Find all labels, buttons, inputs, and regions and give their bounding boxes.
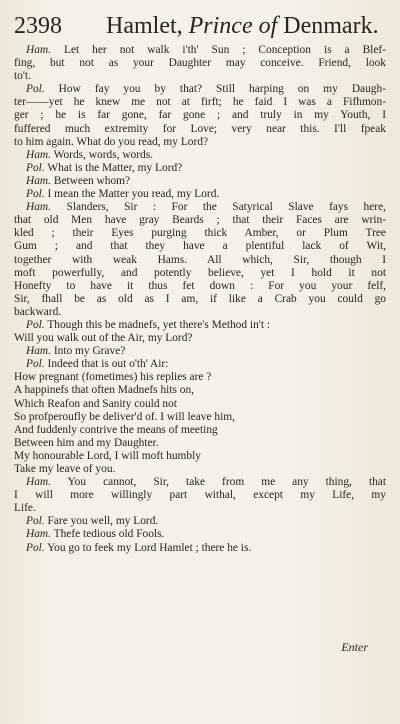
text-line — [14, 358, 386, 371]
line-text: ger ; he is far gone, far gone ; and truly in my Youth, I — [14, 109, 386, 122]
text-line — [14, 280, 386, 293]
text-line — [14, 384, 386, 397]
text-line — [14, 136, 386, 149]
line-text: that old Men have gray Beards ; that their Faces are wrin- — [14, 214, 386, 227]
line-text: to him again. What do you read, my Lord? — [14, 135, 209, 148]
line-text: Will you walk out of the Air, my Lord? — [14, 332, 193, 345]
running-head-prince: Prince of — [188, 13, 278, 39]
speaker-name: Ham. — [26, 148, 51, 161]
text-line — [14, 227, 386, 240]
speaker-name: Pol. — [26, 188, 45, 201]
text-line — [14, 214, 386, 227]
text-line — [14, 83, 386, 96]
text-line — [14, 188, 386, 201]
text-line — [14, 96, 386, 109]
speaker-name: Pol. — [26, 358, 45, 371]
line-text: What is the Matter, my Lord? — [44, 161, 183, 174]
line-text: I will more willingly part withal, except my Life, my — [14, 489, 386, 502]
text-line — [14, 424, 386, 437]
line-text: Take my leave of you. — [14, 463, 116, 475]
text-line — [14, 70, 386, 83]
text-line — [14, 175, 386, 188]
line-text: Between him and my Daughter. — [14, 436, 159, 449]
text-line — [14, 149, 386, 162]
line-text: ter——yet he knew me not at firft; he faid I was a Fifhmon- — [14, 96, 386, 109]
running-head — [106, 8, 379, 44]
line-text: Words, words, words. — [51, 148, 154, 161]
page-body-text — [14, 44, 386, 555]
running-head-title: Hamlet, — [106, 13, 189, 39]
text-line — [14, 201, 386, 214]
text-line — [14, 44, 386, 57]
line-text: backward. — [14, 305, 62, 318]
speaker-name: Ham. — [26, 44, 51, 56]
speaker-name: Pol. — [26, 541, 45, 554]
text-line — [14, 463, 386, 476]
page-number: 2398 — [14, 13, 62, 39]
text-line — [14, 476, 386, 489]
speaker-name: Pol. — [26, 161, 45, 174]
text-line — [14, 542, 386, 555]
text-line — [14, 371, 386, 384]
text-line — [14, 162, 386, 175]
line-text: You cannot, Sir, take from me any thing, that — [51, 476, 386, 489]
line-text: fing, but not as your Daughter may conceive. Friend, look — [14, 57, 386, 70]
speaker-name: Ham. — [26, 476, 51, 489]
line-text: You go to feek my Lord Hamlet ; there he is. — [44, 541, 252, 554]
line-text: How fay you by that? Still harping on my Daugh- — [44, 83, 386, 96]
speaker-name: Ham. — [26, 345, 51, 358]
line-text: Which Reafon and Sanity could not — [14, 397, 177, 410]
line-text: Into my Grave? — [51, 345, 126, 358]
line-text: Honefty to have it thus fet down : For you your felf, — [14, 279, 386, 292]
speaker-name: Pol. — [26, 83, 45, 96]
text-line — [14, 489, 386, 502]
line-text: together with weak Hams. All which, Sir, though I — [14, 253, 386, 266]
text-line — [14, 319, 386, 332]
text-line — [14, 437, 386, 450]
line-text: Sir, fhall be as old as I am, if like a Crab you could go — [14, 292, 386, 305]
text-line — [14, 515, 386, 528]
speaker-name: Ham. — [26, 201, 51, 214]
speaker-name: Pol. — [26, 515, 45, 528]
text-line — [14, 528, 386, 541]
line-text: moft powerfully, and potently believe, yet I hold it not — [14, 266, 386, 279]
text-line — [14, 240, 386, 253]
line-text: I mean the Matter you read, my Lord. — [44, 188, 220, 201]
text-line — [14, 57, 386, 70]
line-text: A happinefs that often Madnefs hits on, — [14, 384, 195, 397]
line-text: Indeed that is out o'th' Air: — [44, 358, 169, 371]
line-text: And fuddenly contrive the means of meeting — [14, 423, 218, 436]
line-text: Though this be madnefs, yet there's Method in't : — [44, 318, 271, 331]
text-line — [14, 306, 386, 319]
text-line — [14, 345, 386, 358]
text-line — [14, 254, 386, 267]
speaker-name: Pol. — [26, 318, 45, 331]
text-line — [14, 293, 386, 306]
text-line — [14, 450, 386, 463]
line-text: kled ; their Eyes purging thick Amber, or Plum Tree — [14, 227, 386, 240]
line-text: Between whom? — [51, 174, 131, 187]
line-text: Let her not walk i'th' Sun ; Conception is a Blef- — [51, 44, 386, 56]
text-line — [14, 398, 386, 411]
text-line — [14, 502, 386, 515]
catchword: Enter — [341, 640, 368, 654]
text-line — [14, 109, 386, 122]
line-text: How pregnant (fometimes) his replies are ? — [14, 371, 212, 384]
speaker-name: Ham. — [26, 528, 51, 541]
page-header — [14, 8, 386, 44]
text-line — [14, 411, 386, 424]
line-text: Gum ; and that they have a plentiful lack of Wit, — [14, 240, 386, 253]
speaker-name: Ham. — [26, 174, 51, 187]
line-text: Fare you well, my Lord. — [44, 515, 159, 528]
line-text: Life. — [14, 502, 36, 515]
text-line — [14, 123, 386, 136]
line-text: Slanders, Sir : For the Satyrical Slave fays here, — [51, 201, 386, 214]
line-text: Thefe tedious old Fools. — [51, 528, 165, 541]
text-line — [14, 267, 386, 280]
line-text: to't. — [14, 70, 31, 83]
line-text: My honourable Lord, I will moft humbly — [14, 449, 201, 462]
line-text: fuffered much extremity for Love; very near this. I'll fpeak — [14, 122, 386, 135]
running-head-place: Denmark. — [277, 13, 379, 39]
line-text: So profperoufly be deliver'd of. I will leave him, — [14, 410, 235, 423]
text-line — [14, 332, 386, 345]
